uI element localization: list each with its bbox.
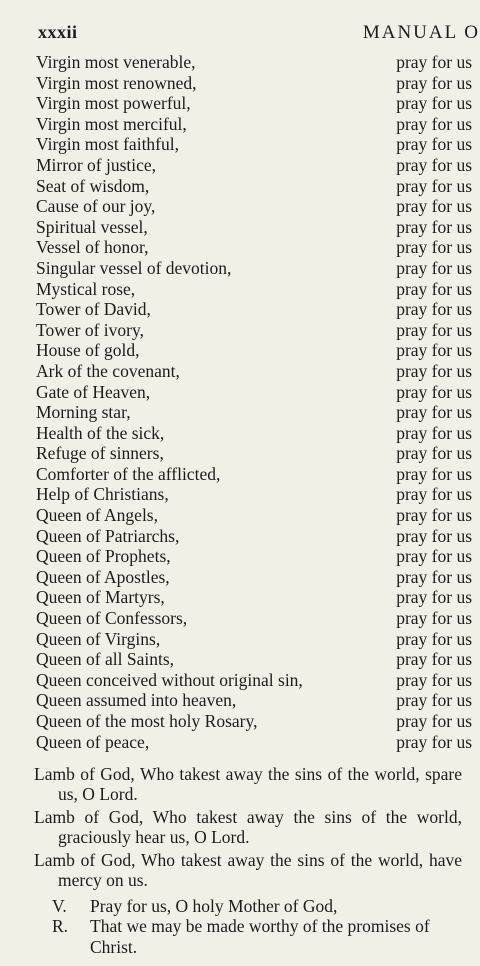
invocation-text: Queen of Prophets, (36, 546, 171, 567)
agnus-dei-section (34, 764, 462, 892)
invocation-text: Virgin most venerable, (36, 52, 196, 72)
invocation-text: Cause of our joy, (36, 196, 156, 217)
litany-list (36, 52, 472, 752)
versicle-text: Pray for us, O holy Mother of God, (90, 896, 338, 916)
litany-row (36, 670, 472, 691)
litany-row (36, 402, 472, 423)
litany-row (36, 505, 472, 526)
response-text: pray for us (396, 237, 472, 258)
invocation-text: Tower of ivory, (36, 319, 144, 340)
invocation-text: Vessel of honor, (36, 237, 149, 258)
response-text: pray for us (396, 72, 472, 93)
litany-row (36, 464, 472, 485)
litany-row (36, 237, 472, 258)
litany-row (36, 299, 472, 320)
running-title: MANUAL O (362, 22, 480, 43)
response-text: pray for us (396, 340, 472, 361)
response-text: pray for us (396, 422, 472, 443)
response-text: pray for us (396, 649, 472, 670)
invocation-text: Virgin most faithful, (36, 134, 179, 155)
invocation-text: Queen of Angels, (36, 505, 158, 526)
response-text: pray for us (396, 505, 472, 526)
response-text: pray for us (396, 587, 472, 608)
versicle-mark: V. (52, 896, 67, 916)
response-text: pray for us (396, 690, 472, 711)
invocation-text: Queen of Patriarchs, (36, 525, 180, 546)
response-text: pray for us (396, 196, 472, 217)
response-text: pray for us (396, 52, 472, 72)
response-text: pray for us (396, 546, 472, 567)
response-text: pray for us (396, 93, 472, 114)
litany-row (36, 155, 472, 176)
invocation-text: Spiritual vessel, (36, 216, 148, 237)
invocation-text: Queen of Confessors, (36, 608, 188, 629)
response-text: pray for us (396, 154, 472, 175)
invocation-text: Queen conceived without original sin, (36, 669, 303, 690)
invocation-text: Refuge of sinners, (36, 443, 164, 464)
response-text: pray for us (396, 669, 472, 690)
litany-row (36, 52, 472, 73)
invocation-text: Queen of the most holy Rosary, (36, 711, 258, 731)
invocation-text: House of gold, (36, 340, 140, 361)
response-text: pray for us (396, 299, 472, 320)
response-text: pray for us (396, 278, 472, 299)
litany-row (36, 546, 472, 567)
page-number: xxxii (38, 22, 78, 42)
litany-row (36, 423, 472, 444)
litany-row (36, 196, 472, 217)
versicle-response-section (52, 896, 462, 957)
litany-row (36, 134, 472, 155)
invocation-text: Morning star, (36, 402, 131, 423)
invocation-text: Seat of wisdom, (36, 175, 150, 196)
response-text: pray for us (396, 319, 472, 340)
litany-row (36, 567, 472, 588)
invocation-text: Queen of Virgins, (36, 628, 161, 649)
litany-row (36, 361, 472, 382)
response-text: pray for us (396, 608, 472, 629)
litany-row (36, 340, 472, 361)
litany-row (36, 649, 472, 670)
agnus-dei-paragraph: Lamb of God, Who takest away the sins of the world, graciously hear us, O Lord. (34, 806, 462, 848)
agnus-dei-paragraph: Lamb of God, Who takest away the sins of the world, have mercy on us. (34, 849, 462, 891)
invocation-text: Queen of peace, (36, 731, 150, 752)
litany-row (36, 587, 472, 608)
agnus-dei-paragraph: Lamb of God, Who takest away the sins of the world, spare us, O Lord. (34, 764, 462, 805)
invocation-text: Tower of David, (36, 299, 151, 320)
litany-row (36, 279, 472, 300)
versicle-row (52, 896, 462, 916)
litany-row (36, 217, 472, 238)
litany-row (36, 114, 472, 135)
response-text: pray for us (396, 381, 472, 402)
response-text: pray for us (396, 360, 472, 381)
litany-row (36, 443, 472, 464)
invocation-text: Queen of all Saints, (36, 649, 175, 670)
response-text: pray for us (396, 443, 472, 464)
invocation-text: Ark of the covenant, (36, 360, 180, 381)
litany-row (36, 629, 472, 650)
invocation-text: Health of the sick, (36, 422, 165, 443)
response-text: pray for us (396, 113, 472, 134)
response-text: pray for us (396, 402, 472, 423)
invocation-text: Virgin most powerful, (36, 93, 191, 114)
litany-row (36, 690, 472, 711)
versicle-text: That we may be made worthy of the promises of Christ. (90, 916, 430, 957)
litany-row (36, 258, 472, 279)
response-text: pray for us (396, 216, 472, 237)
litany-row (36, 176, 472, 197)
litany-row (36, 526, 472, 547)
invocation-text: Singular vessel of devotion, (36, 257, 232, 278)
response-text: pray for us (396, 175, 472, 196)
invocation-text: Virgin most merciful, (36, 113, 187, 134)
litany-row (36, 320, 472, 341)
litany-row (36, 73, 472, 94)
litany-row (36, 484, 472, 505)
response-text: pray for us (396, 134, 472, 155)
invocation-text: Queen of Martyrs, (36, 587, 165, 608)
response-text: pray for us (396, 628, 472, 649)
litany-row (36, 608, 472, 629)
response-text: pray for us (396, 257, 472, 278)
litany-row (36, 732, 472, 753)
invocation-text: Queen of Apostles, (36, 566, 170, 587)
litany-row (36, 711, 472, 732)
response-text: pray for us (396, 525, 472, 546)
litany-row (36, 382, 472, 403)
response-text: pray for us (396, 711, 472, 731)
litany-row (36, 93, 472, 114)
invocation-text: Virgin most renowned, (36, 72, 197, 93)
invocation-text: Help of Christians, (36, 484, 169, 505)
response-text: pray for us (396, 463, 472, 484)
versicle-row (52, 916, 462, 957)
response-text: pray for us (396, 484, 472, 505)
invocation-text: Queen assumed into heaven, (36, 690, 237, 711)
invocation-text: Gate of Heaven, (36, 381, 151, 402)
invocation-text: Mystical rose, (36, 278, 136, 299)
invocation-text: Mirror of justice, (36, 154, 157, 175)
versicle-mark: R. (52, 916, 69, 937)
response-text: pray for us (396, 566, 472, 587)
page-header (38, 22, 480, 50)
invocation-text: Comforter of the afflicted, (36, 463, 221, 484)
response-text: pray for us (396, 731, 472, 752)
